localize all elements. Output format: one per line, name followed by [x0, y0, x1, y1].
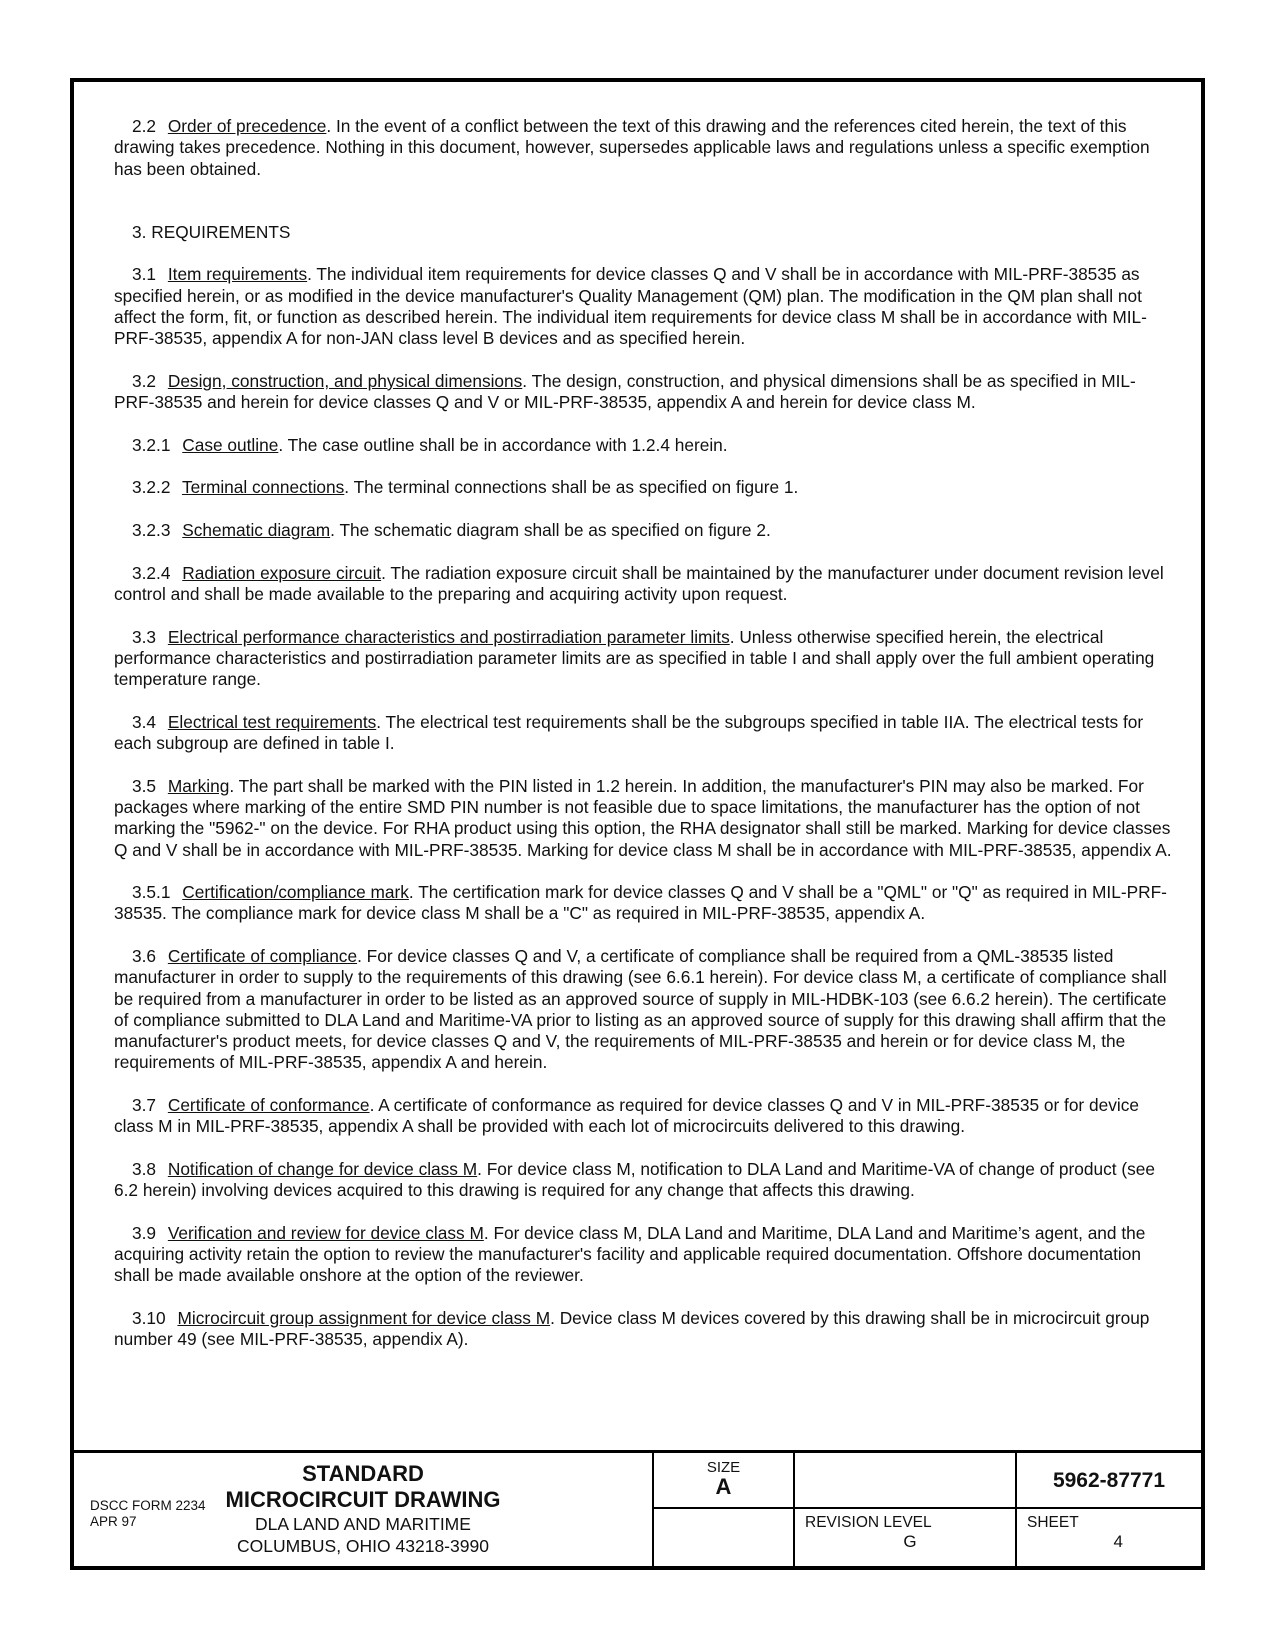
paragraph-3-7: 3.7 Certificate of conformance. A certificate of conformance as required for device classes Q and V in MIL-PRF-38535 or for device class M in MIL-PRF-38535, appendix A shall be provided with each lot of microcircuits delivered to this drawing. [114, 1095, 1139, 1137]
paragraph-3-2-4: 3.2.4 Radiation exposure circuit. The radiation exposure circuit shall be maintained by the manufacturer under document revision level control and shall be made available to the preparing and acquiring activity upon request. [114, 562, 1164, 604]
agency-address: COLUMBUS, OHIO 43218-3990 [237, 1536, 489, 1556]
paragraph-3-10: 3.10 Microcircuit group assignment for device class M. Device class M devices covered by this drawing shall be in microcircuit group number 49 (see MIL-PRF-38535, appendix A). [114, 1308, 1150, 1350]
form-identifier [90, 1498, 206, 1530]
title-line-standard: STANDARD [302, 1461, 424, 1486]
paragraph-3-6: 3.6 Certificate of compliance. For device classes Q and V, a certificate of compliance shall be required from a QML-38535 listed manufacturer in order to supply to the requirements of this drawing (see 6.6.1 herein). For device class M, a certificate of compliance shall be required from a manufacturer in order to be listed as an approved source of supply in MIL-HDBK-103 (see 6.6.2 herein). The certificate of compliance submitted to DLA Land and Maritime-VA prior to listing as an approved source of supply for this drawing shall affirm that the manufacturer's product meets, for device classes Q and V, the requirements of MIL-PRF-38535 and herein or for device class M, the requirements of MIL-PRF-38535, appendix A and herein. [114, 945, 1167, 1073]
agency-name: DLA LAND AND MARITIME [255, 1514, 471, 1534]
drawing-number: 5962-87771 [1017, 1453, 1201, 1509]
form-date: APR 97 [90, 1514, 137, 1529]
paragraph-3-2: 3.2 Design, construction, and physical dimensions. The design, construction, and physical dimensions shall be as specified in MIL-PRF-38535 and herein for device classes Q and V or MIL-PRF-38535, appendix A and herein for device class M. [114, 370, 1136, 413]
revision-label: REVISION LEVEL [805, 1514, 932, 1531]
drawing-frame [70, 78, 1205, 1570]
revision-value: G [903, 1532, 917, 1551]
paragraph-3-1: 3.1 Item requirements. The individual item requirements for device classes Q and V shall be in accordance with MIL-PRF-38535 as specified herein, or as modified in the device manufacturer's Quality Management (QM) plan. The modification in the QM plan shall not affect the form, fit, or function as described herein. The individual item requirements for device class M shall be in accordance with MIL-PRF-38535, appendix A for non-JAN class level B devices and as specified herein. [114, 264, 1147, 349]
revision-cell [795, 1509, 1017, 1566]
paragraph-2-2: 2.2 Order of precedence. In the event of a conflict between the text of this drawing and the references cited herein, the text of this drawing takes precedence. Nothing in this document, however, supersedes applicable laws and regulations unless a specific exemption has been obtained. [114, 116, 1150, 179]
sheet-cell [1017, 1509, 1201, 1566]
document-body [114, 116, 1174, 1372]
paragraph-3-3: 3.3 Electrical performance characteristics and postirradiation parameter limits. Unless otherwise specified herein, the electrical performance characteristics and postirradiation parameter limits are as specified in table I and shall apply over the full ambient operating temperature range. [114, 626, 1155, 690]
size-label: SIZE [706, 1459, 741, 1476]
paragraph-3-8: 3.8 Notification of change for device class M. For device class M, notification to DLA Land and Maritime-VA of change of product (see 6.2 herein) involving devices acquired to this drawing is required for any change that affects this drawing. [114, 1158, 1155, 1201]
paragraph-3-5: 3.5 Marking. The part shall be marked with the PIN listed in 1.2 herein. In addition, the manufacturer's PIN may also be marked. For packages where marking of the entire SMD PIN number is not feasible due to space limitations, the manufacturer has the option of not marking the "5962-" on the device. For RHA product using this option, the RHA designator shall still be marked. Marking for device classes Q and V shall be in accordance with MIL-PRF-38535. Marking for device class M shall be in accordance with MIL-PRF-38535, appendix A. [114, 775, 1172, 860]
empty-cell [795, 1453, 1017, 1509]
size-value: A [715, 1474, 732, 1499]
title-block [74, 1450, 1201, 1566]
paragraph-3-2-3: 3.2.3 Schematic diagram. The schematic diagram shall be as specified on figure 2. [132, 520, 771, 541]
paragraph-3-2-2: 3.2.2 Terminal connections. The terminal connections shall be as specified on figure 1. [132, 477, 799, 498]
sheet-label: SHEET [1027, 1514, 1079, 1531]
title-line-microcircuit-drawing: MICROCIRCUIT DRAWING [225, 1487, 501, 1512]
form-number: DSCC FORM 2234 [90, 1498, 206, 1513]
size-cell [654, 1453, 795, 1509]
paragraph-3-5-1: 3.5.1 Certification/compliance mark. The certification mark for device classes Q and V shall be a "QML" or "Q" as required in MIL-PRF-38535. The compliance mark for device class M shall be a "C" as required in MIL-PRF-38535, appendix A. [114, 882, 1167, 924]
section-3-heading: 3. REQUIREMENTS [132, 221, 291, 242]
sheet-value: 4 [1113, 1532, 1123, 1551]
paragraph-3-2-1: 3.2.1 Case outline. The case outline shall be in accordance with 1.2.4 herein. [132, 434, 728, 455]
paragraph-3-9: 3.9 Verification and review for device class M. For device class M, DLA Land and Maritime, DLA Land and Maritime’s agent, and the acquiring activity retain the option to review the manufacturer's facility and applicable required documentation. Offshore documentation shall be made available onshore at the option of the reviewer. [114, 1222, 1146, 1286]
empty-cell [654, 1509, 795, 1566]
paragraph-3-4: 3.4 Electrical test requirements. The electrical test requirements shall be the subgroups specified in table IIA. The electrical tests for each subgroup are defined in table I. [114, 711, 1144, 754]
